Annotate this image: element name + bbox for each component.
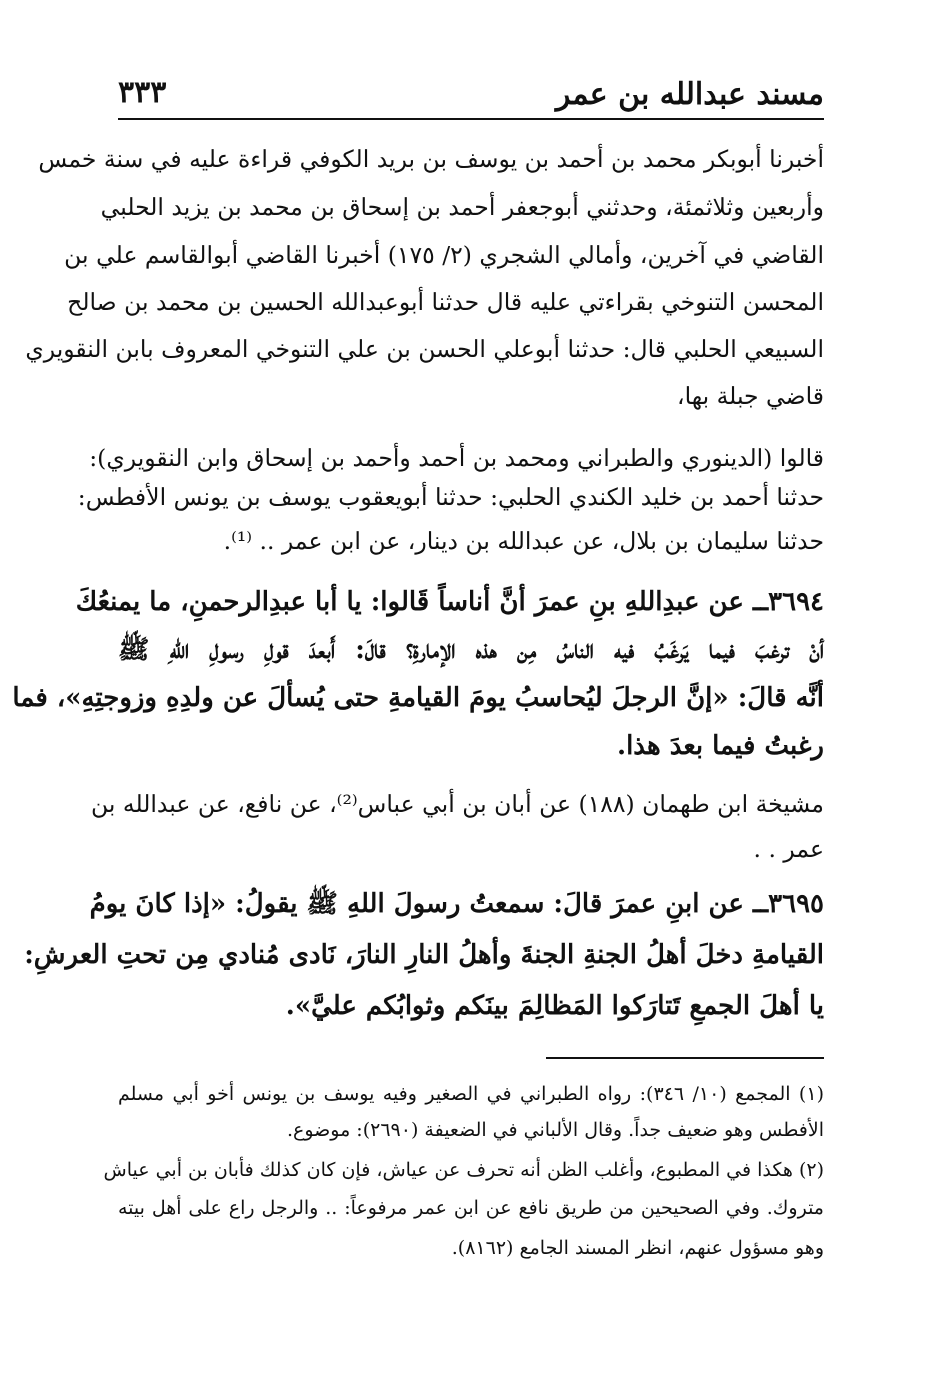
- para2-line-3: حدثنا سليمان بن بلال، عن عبدالله بن دينار، عن ابن عمر .. ⁽¹⁾.: [223, 527, 824, 555]
- para2-line-1: قالوا (الدينوري والطبراني ومحمد بن أحمد وأحمد بن إسحاق وابن النقويري):: [89, 444, 824, 472]
- para2-line-2: حدثنا أحمد بن خليد الكندي الحلبي: حدثنا أبويعقوب يوسف بن يونس الأفطس:: [77, 483, 824, 511]
- para1-line-1: أخبرنا أبوبكر محمد بن أحمد بن يوسف بن بريد الكوفي قراءة عليه في سنة خمس: [38, 145, 824, 173]
- page-number: ٣٣٣: [118, 75, 167, 110]
- para1-line-5: السبيعي الحلبي قال: حدثنا أبوعلي الحسن بن علي التنوخي المعروف بابن النقويري: [25, 335, 824, 363]
- running-title: مسند عبدالله بن عمر: [555, 77, 824, 112]
- footnote-2-line-3: وهو مسؤول عنهم، انظر المسند الجامع (٨١٦٢).: [451, 1237, 824, 1259]
- para3-line-2: عمر . .: [753, 835, 824, 863]
- hadith-3694-line-2: أنْ ترغبَ فيما يَرغَبُ فيه الناسُ مِن هذه الإمارةِ؟ قالَ: أَبعدَ قولِ رسولِ اللهِ ﷺ: [118, 635, 824, 665]
- para3-line-1: مشيخة ابن طهمان (١٨٨) عن أبان بن أبي عباس⁽²⁾، عن نافع، عن عبدالله بن: [90, 790, 824, 818]
- para1-line-3: القاضي في آخرين، وأمالي الشجري (٢/ ١٧٥) أخبرنا القاضي أبوالقاسم علي بن: [64, 241, 824, 269]
- hadith-3694-line-4: رغبتُ فيما بعدَ هذا.: [617, 731, 824, 761]
- hadith-3695-line-2: القيامةِ دخلَ أهلُ الجنةِ الجنةَ وأهلُ النارِ النارَ، نَادى مُنادي مِن تحتِ العرشِ:: [24, 940, 824, 970]
- hadith-3695-line-1: ٣٦٩٥ــ عن ابنِ عمرَ قالَ: سمعتُ رسولَ اللهِ ﷺ يقولُ: «إذا كانَ يومُ: [89, 889, 824, 919]
- hadith-3694-line-3: أنَّه قالَ: «إنَّ الرجلَ ليُحاسبُ يومَ القيامةِ حتى يُسألَ عن ولدِهِ وزوجتِهِ»، فما: [12, 683, 824, 713]
- para1-line-6: قاضي جبلة بها،: [677, 382, 824, 410]
- page-header: [118, 74, 824, 114]
- footnote-1-line-1: (١) المجمع (١٠/ ٣٤٦): رواه الطبراني في الصغير وفيه يوسف بن يونس أخو أبي مسلم: [118, 1083, 824, 1105]
- hadith-3694-line-1: ٣٦٩٤ــ عن عبدِاللهِ بنِ عمرَ أنَّ أناساً قَالوا: يا أبا عبدِالرحمنِ، ما يمنعُكَ: [75, 587, 824, 617]
- footnote-2-line-1: (٢) هكذا في المطبوع، وأغلب الظن أنه تحرف عن عياش، فإن كان كذلك فأبان بن أبي عياش: [103, 1159, 824, 1181]
- footnote-1-line-2: الأفطس وهو ضعيف جداً. وقال الألباني في الضعيفة (٢٦٩٠): موضوع.: [286, 1119, 824, 1141]
- para1-line-2: وأربعين وثلاثمئة، وحدثني أبوجعفر أحمد بن إسحاق بن محمد بن يزيد الحلبي: [100, 193, 824, 221]
- para1-line-4: المحسن التنوخي بقراءتي عليه قال حدثنا أبوعبدالله الحسين بن محمد بن صالح: [67, 288, 824, 316]
- footnote-2-line-2: متروك. وفي الصحيحين من طريق نافع عن ابن عمر مرفوعاً: .. والرجل راع على أهل بيته: [118, 1197, 824, 1219]
- footnote-rule: [546, 1057, 824, 1059]
- hadith-3695-line-3: يا أهلَ الجمعِ تَتارَكوا المَظالِمَ بينَكم وثوابُكم عليَّ».: [285, 991, 824, 1021]
- header-rule: [118, 118, 824, 120]
